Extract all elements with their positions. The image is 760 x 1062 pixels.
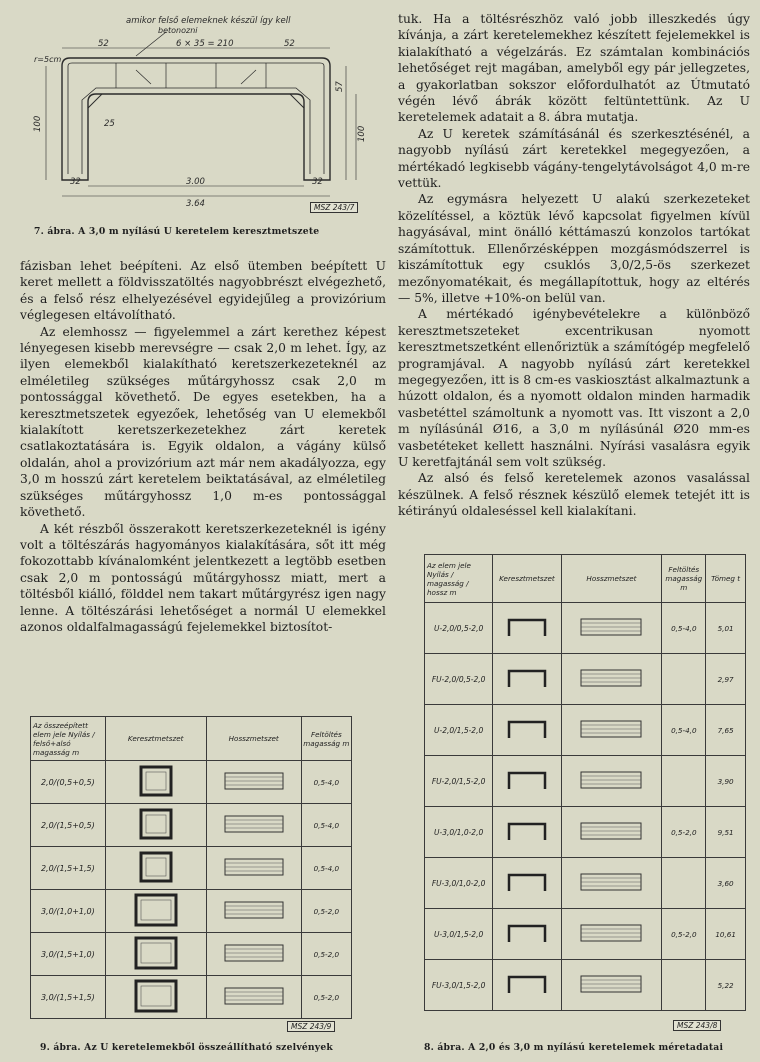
fig8-row-cross: [493, 960, 561, 1011]
fig9-row-cross: [105, 804, 206, 847]
fig8-table-row: [425, 909, 746, 960]
fig9-table-row: [31, 804, 352, 847]
fig8-row-fill: [662, 654, 706, 705]
fig8-table-row: [425, 858, 746, 909]
fig9-row-long: [206, 847, 301, 890]
fig9-row-label: 3,0/(1,0+1,0): [31, 890, 106, 933]
fig7-dim-100-right: 100: [357, 125, 367, 142]
fig9-header-cross: Keresztmetszet: [105, 717, 206, 761]
fig8-table-row: [425, 756, 746, 807]
fig9-row-label: 2,0/(1,5+0,5): [31, 804, 106, 847]
fig8-row-long: [561, 705, 662, 756]
fig7-dim-52-left: 52: [98, 39, 109, 49]
fig9-row-long: [206, 933, 301, 976]
fig8-row-cross: [493, 705, 561, 756]
fig9-row-label: 2,0/(0,5+0,5): [31, 761, 106, 804]
section-sketch: [106, 761, 206, 801]
fig9-row-fill: 0,5-2,0: [301, 976, 351, 1019]
fig8-stamp: MSZ 243/8: [673, 1020, 721, 1031]
fig8-row-mass: 3,60: [706, 858, 746, 909]
long-section-sketch: [563, 658, 659, 698]
u-section-sketch: [497, 661, 557, 695]
fig9-row-label: 3,0/(1,5+1,5): [31, 976, 106, 1019]
long-section-sketch: [563, 862, 659, 902]
right-paragraph-3: Az egymásra helyezett U alakú szerkezeteket közelítéssel, a köztük lévő kapcsolat figyelmen kívül hagyásával, mint önálló kéttámaszú konzolos tartókat számítottuk. Ellenőrzésképpen mozgásmódszerrel is kiszámítottuk egy csuklós 3,0/2,5-ös szerkezet mezőnyomatékait, és megállapítottuk, hogy az eltérés — 5%, illetve +10%-on belül van.: [398, 192, 750, 305]
fig9-row-fill: 0,5-4,0: [301, 804, 351, 847]
fig8-table-row: [425, 807, 746, 858]
left-paragraph-2: Az elemhossz — figyelemmel a zárt kerethez képest lényegesen kisebb merevségre — csak 2,0 m lehet. Így, az ilyen elemekből kialakítható keretszerkezeteknél az elméletileg szükséges műtárgyhossz csak 2,0 m pontossággal követhető. De egyes esetekben, ha a keresztmetszetek egyezőek, lehetőség van U elemekből kialakított keretszerkezetekhez zárt keretek csatlakoztatására is. Egyik oldalon, a vágány külső oldalán, ahol a provizórium azt már nem akadályozza, egy 3,0 m hosszú zárt keretelem beiktatásával, az elméletileg szükséges műtárgyhossz 1,0 m-es pontossággal követhető.: [20, 324, 386, 520]
fig8-row-mass: 5,22: [706, 960, 746, 1011]
fig8-row-label: FU-2,0/1,5-2,0: [425, 756, 493, 807]
long-section-sketch: [563, 607, 659, 647]
fig7-dim-52-right: 52: [284, 39, 295, 49]
long-section-sketch: [563, 709, 659, 749]
section-sketch: [106, 976, 206, 1016]
right-column-text: [398, 11, 750, 520]
fig8-row-label: U-3,0/1,5-2,0: [425, 909, 493, 960]
fig8-row-cross: [493, 909, 561, 960]
fig8-row-fill: [662, 756, 706, 807]
fig8-row-fill: 0,5-4,0: [662, 705, 706, 756]
u-section-sketch: [497, 712, 557, 746]
figure-8-table: [424, 554, 746, 1011]
fig8-caption: 8. ábra. A 2,0 és 3,0 m nyílású keretelemek méretadatai: [424, 1042, 724, 1053]
fig9-table-row: [31, 890, 352, 933]
fig9-row-fill: 0,5-2,0: [301, 890, 351, 933]
long-section-sketch: [207, 933, 301, 973]
fig8-row-label: FU-2,0/0,5-2,0: [425, 654, 493, 705]
fig8-row-cross: [493, 654, 561, 705]
fig8-row-mass: 5,01: [706, 603, 746, 654]
fig9-caption: 9. ábra. Az U keretelemekből összeállítható szelvények: [40, 1042, 333, 1053]
long-section-sketch: [207, 890, 301, 930]
fig9-row-fill: 0,5-2,0: [301, 933, 351, 976]
fig7-dim-57: 57: [335, 81, 345, 92]
u-section-sketch: [497, 763, 557, 797]
u-section-sketch: [497, 865, 557, 899]
long-section-sketch: [563, 760, 659, 800]
fig8-row-fill: 0,5-2,0: [662, 909, 706, 960]
fig9-table-row: [31, 933, 352, 976]
fig8-row-label: FU-3,0/1,5-2,0: [425, 960, 493, 1011]
fig8-header-cross: Keresztmetszet: [493, 555, 561, 603]
fig8-row-cross: [493, 858, 561, 909]
fig8-row-long: [561, 603, 662, 654]
fig8-header-label: Az elem jele Nyílás / magasság / hossz m: [425, 555, 493, 603]
fig8-row-mass: 9,51: [706, 807, 746, 858]
fig8-row-label: U-2,0/1,5-2,0: [425, 705, 493, 756]
fig7-dim-32-right: 32: [312, 177, 323, 187]
fig8-table-row: [425, 960, 746, 1011]
fig9-row-long: [206, 976, 301, 1019]
fig9-row-cross: [105, 976, 206, 1019]
long-section-sketch: [563, 964, 659, 1004]
fig8-row-fill: [662, 858, 706, 909]
left-paragraph-1: fázisban lehet beépíteni. Az első ütemben beépített U keret mellett a földvisszatöltés nagyobbrészt elvégezhető, és a felső rész elhelyezésével egyidejűleg a provizórium véglegesen eltávolítható.: [20, 259, 386, 323]
fig9-row-label: 3,0/(1,5+1,0): [31, 933, 106, 976]
fig8-row-label: U-3,0/1,0-2,0: [425, 807, 493, 858]
fig8-table-row: [425, 654, 746, 705]
fig8-row-long: [561, 858, 662, 909]
fig7-note-line1: amikor felső elemeknek készül így kell: [126, 16, 291, 26]
fig8-header-long: Hosszmetszet: [561, 555, 662, 603]
fig7-dim-r5: r=5cm: [34, 55, 62, 64]
fig8-row-long: [561, 654, 662, 705]
right-paragraph-5: Az alsó és felső keretelemek azonos vasalással készülnek. A felső résznek készülő elemek tetejét itt is kétirányú oldaleséssel kell kialakítani.: [398, 471, 750, 519]
right-paragraph-4: A mértékadó igénybevételekre a különböző keresztmetszeteket excentrikusan nyomott keresztmetszetként ellenőriztük a számítógép megfelelő programjával. A nagyobb nyílású zárt keretekkel megegyezően, itt is 8 cm-es vaskiosztást alkalmaztunk a húzott oldalon, és a nyomott oldalon minden harmadik vasbetéttel számoltunk a nyomott vas. Itt viszont a 2,0 m nyílásúnál Ø16, a 3,0 m nyílásúnál Ø20 mm-es vasbetéteket kellett használni. Nyírási vasalásra egyik U keretfajtánál sem volt szükség.: [398, 307, 750, 469]
fig9-table-row: [31, 847, 352, 890]
fig8-row-cross: [493, 756, 561, 807]
fig7-stamp: MSZ 243/7: [310, 202, 358, 213]
fig9-row-fill: 0,5-4,0: [301, 847, 351, 890]
fig7-dim-100-left: 100: [33, 115, 43, 132]
fig8-row-label: U-2,0/0,5-2,0: [425, 603, 493, 654]
fig9-row-long: [206, 761, 301, 804]
fig8-row-cross: [493, 603, 561, 654]
long-section-sketch: [207, 847, 301, 887]
fig8-header-fill: Feltöltés magasság m: [662, 555, 706, 603]
right-paragraph-2: Az U keretek számításánál és szerkesztésénél, a nagyobb nyílású zárt keretekkel megegyezően, a mértékadó legkisebb vágány-tengelytávolságot 4,0 m-re vettük.: [398, 126, 750, 191]
section-sketch: [106, 933, 206, 973]
fig9-row-label: 2,0/(1,5+1,5): [31, 847, 106, 890]
fig8-row-mass: 10,61: [706, 909, 746, 960]
fig7-note-line2: betonozni: [158, 26, 198, 35]
fig9-row-fill: 0,5-4,0: [301, 761, 351, 804]
fig9-row-long: [206, 890, 301, 933]
fig7-dim-inner: 3.00: [186, 177, 205, 187]
long-section-sketch: [563, 913, 659, 953]
section-sketch: [106, 890, 206, 930]
fig9-stamp: MSZ 243/9: [287, 1021, 335, 1032]
u-section-sketch: [497, 814, 557, 848]
u-section-sketch: [497, 916, 557, 950]
fig8-row-long: [561, 909, 662, 960]
fig8-row-mass: 7,65: [706, 705, 746, 756]
fig8-row-fill: 0,5-4,0: [662, 603, 706, 654]
section-sketch: [106, 804, 206, 844]
fig9-row-cross: [105, 890, 206, 933]
fig7-dim-32-left: 32: [70, 177, 81, 187]
fig9-header-label: Az összeépített elem jele Nyílás / felső+alsó magasság m: [31, 717, 106, 761]
right-paragraph-1: tuk. Ha a töltésrészhöz való jobb illeszkedés úgy kívánja, a zárt keretelemekhez készített fejelemekkel is kialakítható a végelzárás. Ez számtalan kombinációs lehetőséget rejt magában, amelyből egy pár jellegzetes, a gyakorlatban sokszor előfordulhatót az Útmutató végén lévő ábrák között feltüntettünk. Az U keretelemek adatait a 8. ábra mutatja.: [398, 12, 750, 125]
fig9-table-row: [31, 976, 352, 1019]
fig7-dim-top: 6 × 35 = 210: [176, 39, 234, 49]
figure-7-drawing: [16, 8, 378, 218]
fig8-row-cross: [493, 807, 561, 858]
fig8-header-mass: Tömeg t: [706, 555, 746, 603]
fig8-row-mass: 3,90: [706, 756, 746, 807]
fig9-row-long: [206, 804, 301, 847]
fig8-row-fill: 0,5-2,0: [662, 807, 706, 858]
fig9-row-cross: [105, 933, 206, 976]
fig9-header-long: Hosszmetszet: [206, 717, 301, 761]
fig9-table-row: [31, 761, 352, 804]
fig8-row-label: FU-3,0/1,0-2,0: [425, 858, 493, 909]
fig8-table-row: [425, 603, 746, 654]
fig9-row-cross: [105, 847, 206, 890]
long-section-sketch: [207, 761, 301, 801]
long-section-sketch: [563, 811, 659, 851]
fig7-dim-outer: 3.64: [186, 199, 205, 209]
fig9-header-fill: Feltöltés magasság m: [301, 717, 351, 761]
cross-section-drawing: [16, 8, 378, 218]
fig8-table-row: [425, 705, 746, 756]
left-column-text: [20, 258, 386, 635]
long-section-sketch: [207, 804, 301, 844]
fig8-row-mass: 2,97: [706, 654, 746, 705]
section-sketch: [106, 847, 206, 887]
u-section-sketch: [497, 610, 557, 644]
fig8-row-long: [561, 756, 662, 807]
fig9-row-cross: [105, 761, 206, 804]
fig7-caption: 7. ábra. A 3,0 m nyílású U keretelem keresztmetszete: [34, 226, 320, 237]
u-section-sketch: [497, 967, 557, 1001]
fig8-row-long: [561, 807, 662, 858]
left-paragraph-3: A két részből összerakott keretszerkezeteknél is igény volt a töltészárás hagyományos kialakítására, sőt itt még fokozottabb kívánalomként jelentkezett a legtöbb esetben csak 2,0 m pontosságú műtárgyhossz miatt, mert a töltésből kiálló, földdel nem takart műtárgyrész igen nagy lenne. A töltészárási lehetőséget a normál U elemekkel azonos oldalfalmagasságú fejelemekkel biztosítot-: [20, 521, 386, 634]
long-section-sketch: [207, 976, 301, 1016]
figure-9-table: [30, 716, 352, 1019]
fig7-dim-25: 25: [104, 119, 115, 129]
fig8-row-fill: [662, 960, 706, 1011]
fig8-row-long: [561, 960, 662, 1011]
